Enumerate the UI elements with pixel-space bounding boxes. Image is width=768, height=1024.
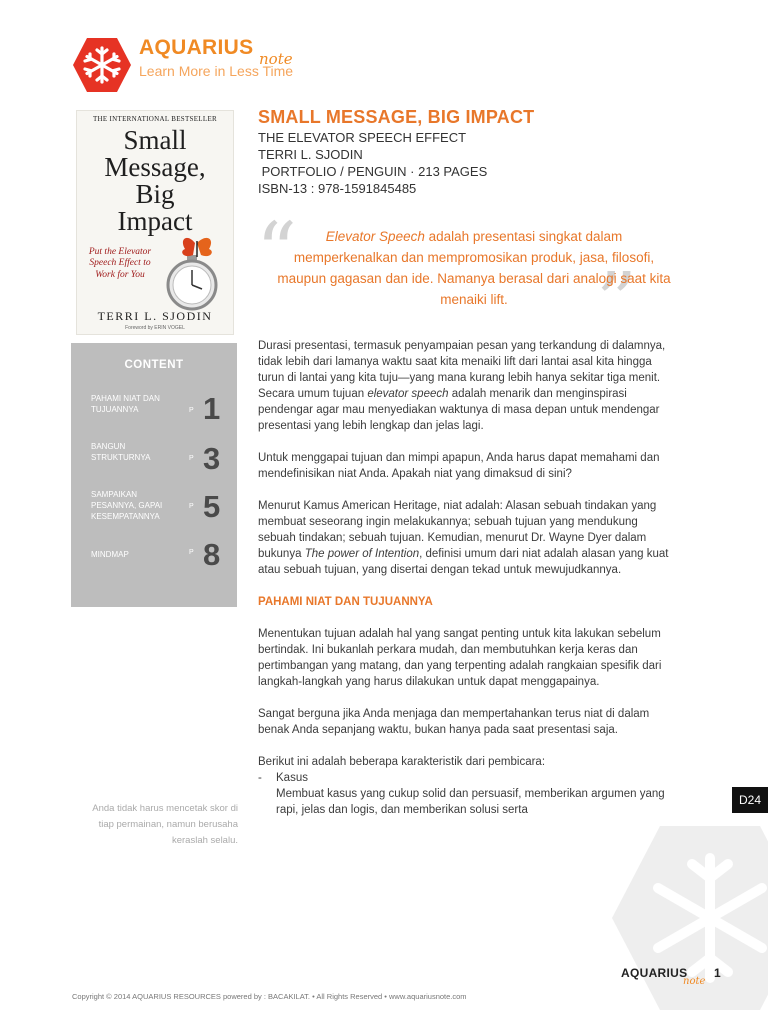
- paragraph-emphasis: The power of Intention: [304, 548, 420, 560]
- paragraph-text: Menurut Kamus American Heritage, niat adalah: Alasan sebuah tindakan yang membuat seseorang ingin melakukannya; sebuah tujuan yang mendukung sebuah tindakan; sebuah tujuan. Kemudian, menurut Dr. Wayne Dyer dalam bukunya: [258, 500, 657, 560]
- toc-p-label: P: [189, 407, 194, 414]
- article-body: [258, 338, 676, 818]
- paragraph: [258, 338, 676, 434]
- toc-item[interactable]: [91, 539, 231, 579]
- page-tag: D24: [732, 787, 768, 813]
- toc-item-label: BANGUN STRUKTURNYA: [91, 442, 151, 462]
- content-box: [71, 343, 237, 607]
- pull-quote: [274, 226, 674, 310]
- toc-page-number: 8: [203, 537, 221, 572]
- book-publisher: PORTFOLIO / PENGUIN · 213 PAGES: [258, 164, 488, 179]
- page-number: 1: [714, 966, 721, 980]
- copyright: Copyright © 2014 AQUARIUS RESOURCES powered by : BACAKILAT. • All Rights Reserved • www.aquariusnote.com: [72, 992, 467, 1001]
- quote-term: Elevator Speech: [325, 229, 425, 244]
- aquarius-logo-icon: [72, 36, 132, 94]
- toc-item[interactable]: [91, 389, 231, 429]
- toc-page-number: 5: [203, 489, 221, 524]
- toc-p-label: P: [189, 503, 194, 510]
- toc-page-number: 1: [203, 391, 221, 426]
- toc-item-label: MINDMAP: [91, 550, 129, 559]
- paragraph: [258, 498, 676, 578]
- bullet-item: [258, 770, 676, 786]
- paragraph-text: , definisi umum dari niat adalah alasan yang kuat atau sebuah tujuan, yang disertai dengan tekad untuk mewujudkannya.: [258, 548, 669, 576]
- bullet-text: Membuat kasus yang cukup solid dan persuasif, memberikan argumen yang rapi, jelas dan logis, dan memberikan solusi serta: [276, 788, 665, 816]
- paragraph: Berikut ini adalah beberapa karakteristik dari pembicara:: [258, 756, 546, 768]
- side-note: Anda tidak harus mencetak skor di tiap permainan, namun berusaha keraslah selalu.: [92, 803, 238, 846]
- book-title: SMALL MESSAGE, BIG IMPACT: [258, 107, 535, 127]
- bullet-dash: -: [258, 772, 262, 784]
- cover-subtitle: Put the Elevator Speech Effect to Work for You: [88, 247, 152, 280]
- toc-item-label: SAMPAIKAN PESANNYA, GAPAI KESEMPATANNYA: [91, 490, 163, 521]
- paragraph: Menentukan tujuan adalah hal yang sangat penting untuk kita lakukan sebelum bertindak. Ini bukanlah perkara mudah, dan membutuhkan kerja keras dan pertimbangan yang matang, dan yang terpenting adalah rangkaian spesifik dari langkah-langkah yang harus dilakukan untuk dapat menggapainya.: [258, 628, 662, 688]
- toc-p-label: P: [189, 455, 194, 462]
- brand-tagline: Learn More in Less Time: [139, 63, 294, 79]
- cover-credit: Foreword by ERIN VOGEL: [125, 325, 185, 331]
- book-author: TERRI L. SJODIN: [258, 147, 363, 162]
- cover-title-line: Small: [123, 125, 187, 155]
- toc-item[interactable]: [91, 489, 231, 529]
- cover-title-line: Big: [135, 179, 175, 209]
- brand: [139, 36, 293, 79]
- stopwatch-butterfly-icon: [157, 233, 229, 313]
- brand-name: AQUARIUS: [139, 36, 254, 59]
- quote-text: adalah presentasi singkat dalam memperkenalkan dan mempromosikan produk, jasa, filosofi, maupun gagasan dan ide. Namanya berasal dari analogi saat kita menaiki lift.: [277, 229, 671, 307]
- book-cover: [76, 110, 234, 335]
- book-meta: [258, 129, 487, 197]
- toc-p-label: P: [189, 549, 194, 556]
- paragraph-emphasis: elevator speech: [367, 388, 449, 400]
- footer-brand-note: note: [683, 976, 706, 987]
- paragraph: Untuk menggapai tujuan dan mimpi apapun, Anda harus dapat memahami dan mendefinisikan niat Anda. Apakah niat yang dimaksud di sini?: [258, 452, 660, 480]
- cover-author: TERRI L. SJODIN: [97, 309, 213, 323]
- cover-title-line: Impact: [117, 206, 193, 236]
- cover-bestseller-line: THE INTERNATIONAL BESTSELLER: [92, 115, 218, 123]
- cover-title: [77, 127, 233, 235]
- book-isbn: ISBN-13 : 978-1591845485: [258, 181, 417, 196]
- book-subtitle: THE ELEVATOR SPEECH EFFECT: [258, 130, 467, 145]
- section-heading: PAHAMI NIAT DAN TUJUANNYA: [258, 596, 433, 608]
- open-quote-icon: “: [256, 205, 297, 298]
- toc-item[interactable]: [91, 439, 231, 479]
- bullet-title: Kasus: [276, 772, 308, 784]
- footer-brand: [621, 966, 706, 987]
- paragraph: Sangat berguna jika Anda menjaga dan mempertahankan terus niat di dalam benak Anda sepanjang waktu, bukan hanya pada saat presentasi saja.: [258, 708, 650, 736]
- paragraph-text: Durasi presentasi, termasuk penyampaian pesan yang terkandung di dalamnya, tidak lebih dari lamanya waktu saat kita menaiki lift dari lantai asal kita hingga turun di lantai yang kita tuju—yang mana kurang lebih hanya sekitar tiga menit. Secara umum tujuan: [258, 340, 666, 400]
- brand-note: note: [259, 50, 293, 68]
- close-quote-icon: ”: [596, 255, 637, 348]
- toc-item-label: PAHAMI NIAT DAN TUJUANNYA: [91, 394, 160, 414]
- content-heading: CONTENT: [124, 359, 184, 371]
- cover-title-line: Message,: [104, 152, 206, 182]
- toc-page-number: 3: [203, 441, 221, 476]
- paragraph-text: adalah menarik dan menginspirasi pendengar agar mau menyediakan waktunya di masa depan untuk mendengar presentasi yang lebih lengkap dan jelas lagi.: [258, 388, 660, 432]
- footer-brand-name: AQUARIUS: [621, 966, 688, 980]
- watermark-logo-icon: [610, 818, 768, 1018]
